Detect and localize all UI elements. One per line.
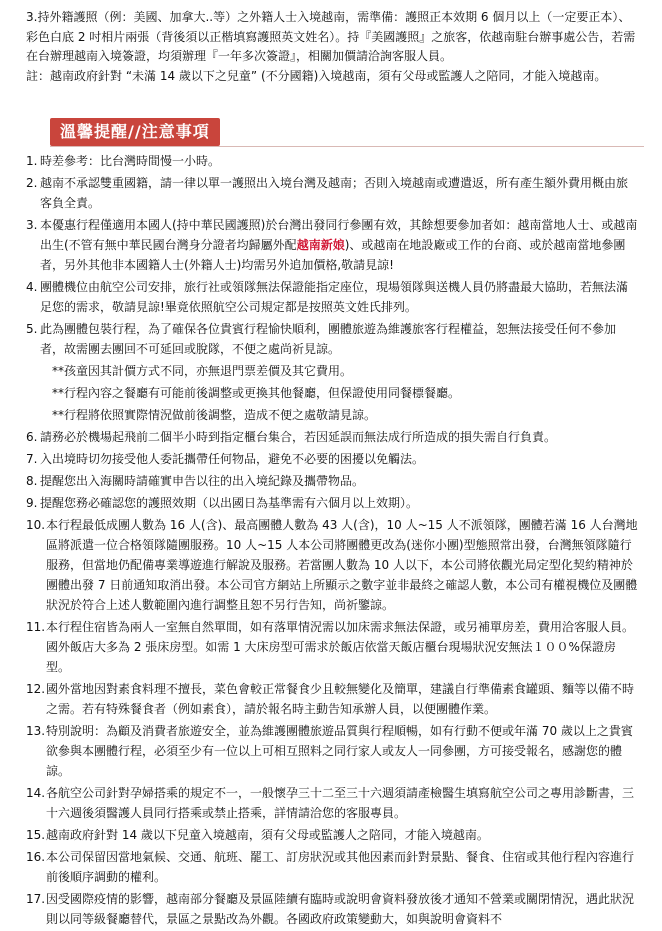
highlight-text: 越南新娘: [296, 238, 345, 252]
note-text: 提醒您出入海關時請確實申告以往的出入境紀錄及攜帶物品。: [40, 474, 365, 488]
note-text: )、或越南在地設廠或工作的台商、或於越南當地參團者，另外其他非本國籍人士(外籍人士)均需另外追加價格,敬請見諒!: [40, 238, 626, 272]
foreign-passport-text: 3.持外籍護照（例：美國、加拿大..等）之外籍人士入境越南，需準備：護照正本效期 6 個月以上（一定要正本）、彩色白底 2 吋相片兩張（背後須以正楷填寫護照英文姓名）。持『美國護照』之旅客，依越南駐台辦事處公告，若需在台辦理越南入境簽證，均須辦理『一年多次簽證』，相關加價請洽詢客服人員。: [26, 10, 636, 63]
note-text: 請務必於機場起飛前二個半小時到指定櫃台集合，若因延誤而無法成行所造成的損失需自行負責。: [40, 430, 557, 444]
note-text: 提醒您務必確認您的護照效期（以出國日為基準需有六個月以上效期）。: [40, 496, 419, 510]
note-item: 16. 本公司保留因當地氣候、交通、航班、罷工、訂房狀況或其他因素而針對景點、餐食、住宿或其他行程內容進行前後順序調動的權利。: [26, 847, 638, 887]
note-text: 各航空公司針對孕婦搭乘的規定不一，一般懷孕三十二至三十六週須請產檢醫生填寫航空公司之專用診斷書，三十六週後須醫護人員同行搭乘或禁止搭乘，詳情請洽您的客服專員。: [46, 786, 635, 820]
note-text: 因受國際疫情的影響，越南部分餐廳及景區陸續有臨時或說明會資料發放後才通知不營業或關閉情況，遇此狀況則以同等級餐廳替代，景區之景點改為外觀。各國政府政策變動大，如與說明會資料不: [46, 892, 635, 926]
note-item: 11. 本行程住宿皆為兩人一室無自然單間，如有落單情況需以加床需求無法保證，或另補單房差，費用洽客服人員。國外飯店大多為 2 張床房型。如需 1 大床房型可需求於飯店依當天飯店櫃台現場狀況安無法１００%保證房型。: [26, 617, 638, 677]
note-subitem: [26, 383, 638, 403]
note-item: 7. 入出境時切勿接受他人委託攜帶任何物品，避免不必要的困擾以免觸法。: [26, 452, 425, 466]
note-item: 15. 越南政府針對 14 歲以下兒童入境越南，須有父母或監護人之陪同，才能入境越南。: [26, 825, 638, 845]
note-text: 團體機位由航空公司安排，旅行社或領隊無法保證能指定座位，現場領隊與送機人員仍將盡最大協助，若無法滿足您的需求，敬請見諒!畢竟依照航空公司規定都是按照英文姓氏排列。: [40, 280, 629, 314]
note-text: 此為團體包裝行程，為了確保各位貴賓行程愉快順利，團體旅遊為維護旅客行程權益，恕無法接受任何不參加者，故需團去團回不可延回或脫隊，不便之處尚祈見諒。: [40, 322, 617, 356]
note-text: 入出境時切勿接受他人委託攜帶任何物品，避免不必要的困擾以免觸法。: [40, 452, 425, 466]
note-text: 本行程住宿皆為兩人一室無自然單間，如有落單情況需以加床需求無法保證，或另補單房差，費用洽客服人員。國外飯店大多為 2 張床房型。如需 1 大床房型可需求於飯店依當天飯店櫃台現場狀況安無法１００%保證房型。: [46, 620, 635, 674]
note-subitem: [26, 361, 638, 381]
note-item: 1. 時差參考：比台灣時間慢一小時。: [26, 154, 221, 168]
note-item: 2. 越南不承認雙重國籍，請一律以單一護照出入境台灣及越南；否則入境越南或遭遣返，所有產生額外費用概由旅客負全責。: [26, 176, 629, 210]
note-item: 9. 提醒您務必確認您的護照效期（以出國日為基準需有六個月以上效期）。: [26, 496, 419, 510]
note-item: 6. 請務必於機場起飛前二個半小時到指定櫃台集合，若因延誤而無法成行所造成的損失需自行負責。: [26, 430, 557, 444]
note-text: 越南不承認雙重國籍，請一律以單一護照出入境台灣及越南；否則入境越南或遭遣返，所有產生額外費用概由旅客負全責。: [40, 176, 629, 210]
section-heading-rule: [50, 146, 644, 147]
section-heading-badge: 溫馨提醒//注意事項: [50, 118, 220, 146]
note-text: 越南政府針對 14 歲以下兒童入境越南，須有父母或監護人之陪同，才能入境越南。: [46, 828, 489, 842]
note-text: 本行程最低成團人數為 16 人(含)、最高團體人數為 43 人(含)，10 人~15 人不派領隊，團體若滿 16 人台灣地區將派遣一位合格領隊隨團服務。10 人~15 人本公司將團體更改為(迷你小團)型態照常出發，台灣無領隊隨行服務，但當地仍配備專業導遊進行解說及服務。若當團人數為 10 人以下，本公司將依觀光局定型化契約精神於團體出發 7 日前通知取消出發。本公司官方網站上所顯示之數字並非最終之確認人數，本公司有權視機位及團體狀況於符合上述人數範圍內進行調整且恕不另行告知，尚祈鑒諒。: [46, 518, 638, 612]
note-item: 5. 此為團體包裝行程，為了確保各位貴賓行程愉快順利，團體旅遊為維護旅客行程權益，恕無法接受任何不參加者，故需團去團回不可延回或脫隊，不便之處尚祈見諒。: [26, 322, 617, 356]
child-entry-note: 註：越南政府針對 “未滿 14 歲以下之兒童” (不分國籍)入境越南，須有父母或監護人之陪同，才能入境越南。: [26, 68, 607, 83]
note-item: 3. 本優惠行程僅適用本國人(持中華民國護照)於台灣出發同行參團有效，其餘想要參加者如：越南當地人士、或越南出生(不管有無中華民國台灣身分證者均歸屬外配越南新娘)、或越南在地設廠或工作的台商、或於越南當地參團者，另外其他非本國籍人士(外籍人士)均需另外追加價格,敬請見諒!: [26, 218, 638, 272]
note-text: 本公司保留因當地氣候、交通、航班、罷工、訂房狀況或其他因素而針對景點、餐食、住宿或其他行程內容進行前後順序調動的權利。: [46, 850, 635, 884]
foreign-passport-paragraph: [26, 8, 638, 86]
note-item: 14. 各航空公司針對孕婦搭乘的規定不一，一般懷孕三十二至三十六週須請產檢醫生填寫航空公司之專用診斷書，三十六週後須醫護人員同行搭乘或禁止搭乘，詳情請洽您的客服專員。: [26, 783, 638, 823]
note-text: 國外當地因對素食料理不擅長，菜色會較正常餐食少且較無變化及簡單，建議自行準備素食罐頭、麵等以備不時之需。若有特殊餐食者（例如素食），請於報名時主動告知承辦人員，以便團體作業。: [46, 682, 635, 716]
note-item: 13. 特別說明：為顧及消費者旅遊安全，並為維護團體旅遊品質與行程順暢，如有行動不便或年滿 70 歲以上之貴賓欲參與本團體行程，必須至少有一位以上可相互照料之同行家人或友人一同參團，方可接受報名，感謝您的體諒。: [26, 721, 638, 781]
note-text: 特別說明：為顧及消費者旅遊安全，並為維護團體旅遊品質與行程順暢，如有行動不便或年滿 70 歲以上之貴賓欲參與本團體行程，必須至少有一位以上可相互照料之同行家人或友人一同參團，方可接受報名，感謝您的體諒。: [46, 724, 633, 778]
note-text: 本優惠行程僅適用本國人(持中華民國護照)於台灣出發同行參團有效，其餘想要參加者如：越南當地人士、或越南出生(不管有無中華民國台灣身分證者均歸屬外配: [40, 218, 638, 252]
note-item: 8. 提醒您出入海關時請確實申告以往的出入境紀錄及攜帶物品。: [26, 474, 365, 488]
notes-list: [26, 151, 638, 931]
note-text: 時差參考：比台灣時間慢一小時。: [40, 154, 221, 168]
note-text: **行程將依照實際情況做前後調整，造成不便之處敬請見諒。: [52, 408, 377, 422]
note-item: 12. 國外當地因對素食料理不擅長，菜色會較正常餐食少且較無變化及簡單，建議自行準備素食罐頭、麵等以備不時之需。若有特殊餐食者（例如素食），請於報名時主動告知承辦人員，以便團體作業。: [26, 679, 638, 719]
note-subitem: [26, 405, 638, 425]
note-text: **孩童因其計價方式不同，亦無退門票差價及其它費用。: [52, 364, 353, 378]
note-item: 17. 因受國際疫情的影響，越南部分餐廳及景區陸續有臨時或說明會資料發放後才通知不營業或關閉情況，遇此狀況則以同等級餐廳替代，景區之景點改為外觀。各國政府政策變動大，如與說明會資料不: [26, 889, 638, 929]
note-text: **行程內容之餐廳有可能前後調整或更換其他餐廳，但保證使用同餐標餐廳。: [52, 386, 461, 400]
note-item: 10. 本行程最低成團人數為 16 人(含)、最高團體人數為 43 人(含)，10 人~15 人不派領隊，團體若滿 16 人台灣地區將派遣一位合格領隊隨團服務。10 人~15 人本公司將團體更改為(迷你小團)型態照常出發，台灣無領隊隨行服務，但當地仍配備專業導遊進行解說及服務。若當團人數為 10 人以下，本公司將依觀光局定型化契約精神於團體出發 7 日前通知取消出發。本公司官方網站上所顯示之數字並非最終之確認人數，本公司有權視機位及團體狀況於符合上述人數範圍內進行調整且恕不另行告知，尚祈鑒諒。: [26, 515, 638, 615]
note-item: 4. 團體機位由航空公司安排，旅行社或領隊無法保證能指定座位，現場領隊與送機人員仍將盡最大協助，若無法滿足您的需求，敬請見諒!畢竟依照航空公司規定都是按照英文姓氏排列。: [26, 280, 629, 314]
